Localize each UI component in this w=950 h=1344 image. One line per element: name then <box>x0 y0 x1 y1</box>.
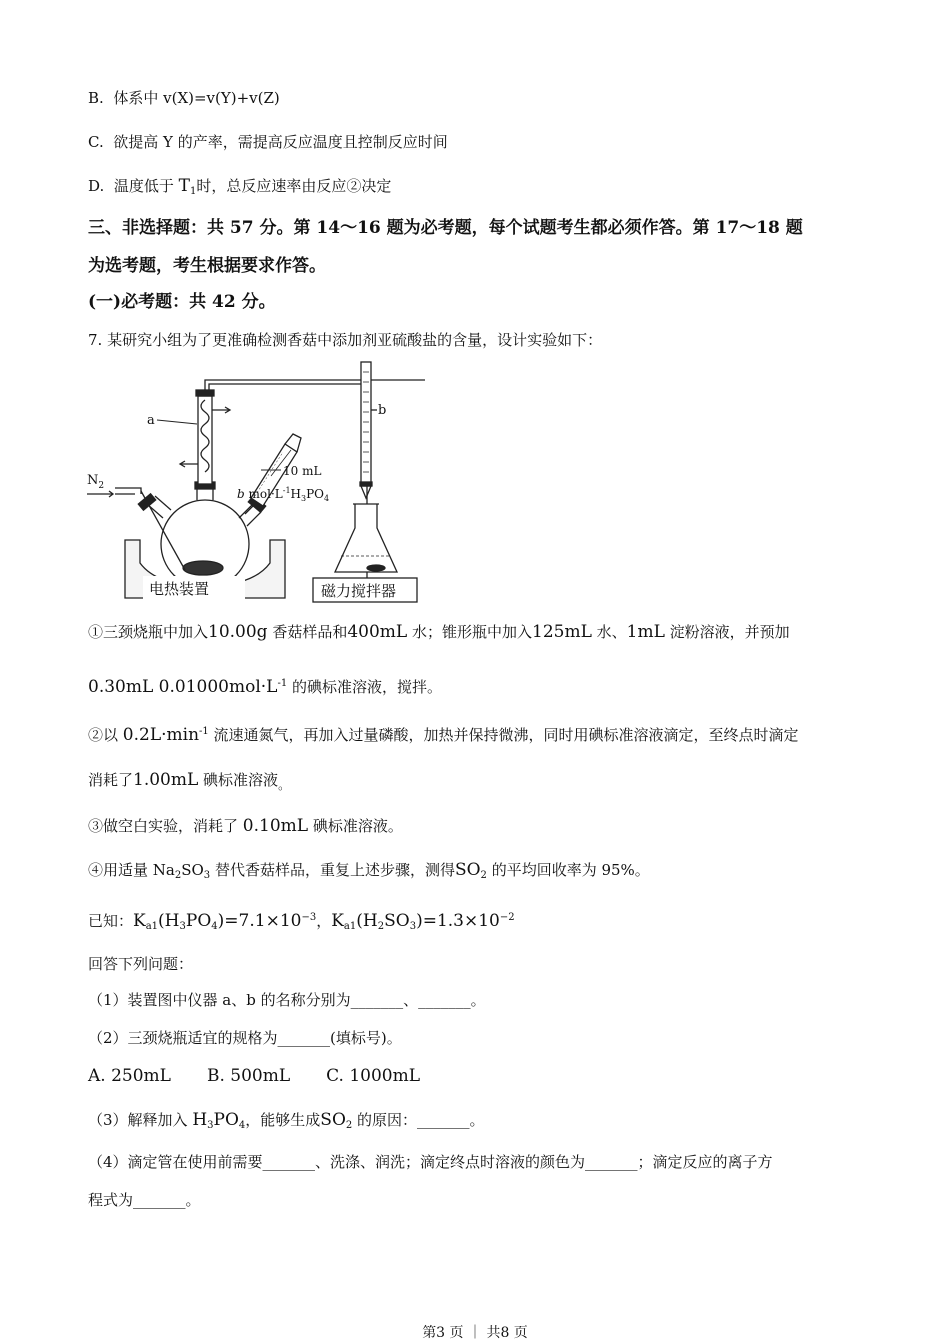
known-k1sub: a1 <box>145 921 159 932</box>
step3-text-b: 碘标准溶液。 <box>308 817 403 835</box>
option-c-text: 欲提高 Y 的产率，需提高反应温度且控制反应时间 <box>113 133 448 151</box>
label-b: b <box>378 403 387 418</box>
step1-text-b: 香菇样品和 <box>267 623 348 641</box>
step2-line1 <box>88 722 799 745</box>
sub-question-3 <box>88 1110 485 1136</box>
step4-s3: 2 <box>480 870 487 881</box>
known-p2e: −2 <box>499 912 515 923</box>
page-footer: 第3 页 ｜ 共8 页 <box>422 1325 528 1341</box>
step2-text-a: ②以 <box>88 726 123 744</box>
step4-so: SO <box>454 860 481 880</box>
step1-iodine-amount: 0.30mL 0.01000mol·L <box>88 677 278 697</box>
option-c <box>88 132 448 152</box>
known-p1s: 3 <box>179 921 186 932</box>
sq3-h: H <box>192 1110 208 1130</box>
known-p2s2: 3 <box>409 921 417 932</box>
sq3-text-c: 的原因：_______。 <box>352 1111 485 1129</box>
label-n2: $N_2$ <box>87 473 105 491</box>
sq2-option-b: B. 500mL <box>206 1066 291 1086</box>
sq3-text-a: （3）解释加入 <box>88 1111 193 1129</box>
sq2-option-c: C. 1000mL <box>326 1066 421 1086</box>
option-b-letter: B. <box>88 89 104 107</box>
label-10ml: 10 mL <box>283 464 322 478</box>
step2-line2-c: 。 <box>278 778 291 792</box>
known-constants <box>88 908 515 937</box>
label-conc: b $mol\cdot L^{-1}H_3PO_4$ <box>237 486 330 503</box>
known-k2: K <box>331 911 344 931</box>
sq3-po: PO <box>213 1110 239 1130</box>
step4 <box>88 860 650 886</box>
step2-flow: 0.2L·min <box>122 725 200 745</box>
sq3-so: SO <box>320 1110 346 1130</box>
step1-water: 400mL <box>347 622 408 642</box>
option-d <box>88 176 391 202</box>
section3-line1: 三、非选择题：共 57 分。第 14～16 题为必考题，每个试题考生都必须作答。第 17～18 题 <box>88 218 803 238</box>
sq2-option-a: A. 250mL <box>88 1066 171 1086</box>
step1-line2-text: 的碘标准溶液，搅拌。 <box>287 678 442 696</box>
option-c-letter: C. <box>88 133 104 151</box>
step1-mass: 10.00g <box>208 622 268 642</box>
step2-text-b: 流速通氮气，再加入过量磷酸，加热并保持微沸，同时用碘标准溶液滴定，至终点时滴定 <box>208 726 799 744</box>
label-stirrer: 磁力搅拌器 <box>321 582 397 600</box>
sub-question-2: （2）三颈烧瓶适宜的规格为_______(填标号)。 <box>88 1029 402 1047</box>
step3-volume: 0.10mL <box>242 816 309 836</box>
sq3-s2: 4 <box>238 1120 246 1131</box>
known-p2s: 2 <box>377 921 385 932</box>
label-heater: 电热装置 <box>149 580 210 598</box>
known-p1: (H <box>158 911 180 931</box>
sq3-s1: 3 <box>207 1120 214 1131</box>
step4-s1: 2 <box>174 870 182 881</box>
known-p1s2: 4 <box>211 921 218 932</box>
step4-text-d: 的平均回收率为 95%。 <box>486 861 650 879</box>
known-p1e: −3 <box>301 912 317 923</box>
known-p2: (H <box>356 911 378 931</box>
step1-text-a: ①三颈烧瓶中加入 <box>88 623 209 641</box>
step1-text-e: 淀粉溶液，并预加 <box>664 623 790 641</box>
step2-volume: 1.00mL <box>133 770 199 790</box>
section3-line2: 为选考题，考生根据要求作答。 <box>88 256 326 276</box>
step1-starch: 1mL <box>626 622 665 642</box>
step4-text-c: 替代香菇样品，重复上述步骤，测得 <box>210 861 455 879</box>
option-d-tsub: 1 <box>189 186 197 197</box>
known-p2b: SO <box>384 911 410 931</box>
section3-sub: (一)必考题：共 42 分。 <box>88 292 276 312</box>
option-d-t: T <box>178 176 190 196</box>
known-k1: K <box>133 911 146 931</box>
answer-prompt: 回答下列问题： <box>88 955 194 973</box>
sub-question-2-options <box>88 1066 456 1086</box>
step1-line1 <box>88 622 790 642</box>
known-p1c: )=7.1×10 <box>217 911 302 931</box>
sub-question-4-line1: （4）滴定管在使用前需要_______、洗涤、润洗；滴定终点时溶液的颜色为_______；滴定反应的离子方 <box>88 1153 773 1171</box>
step2-line2-b: 碘标准溶液 <box>198 771 279 789</box>
step4-text-a: ④用适量 Na <box>88 861 175 879</box>
step4-s2: 3 <box>203 870 211 881</box>
label-a: a <box>147 413 155 428</box>
option-b-text: 体系中 v(X)=v(Y)+v(Z) <box>113 89 280 107</box>
q7-stem: 7. 某研究小组为了更准确检测香菇中添加剂亚硫酸盐的含量，设计实验如下： <box>88 331 603 349</box>
option-d-post: 时，总反应速率由反应②决定 <box>196 177 392 195</box>
known-label: 已知： <box>88 912 134 930</box>
apparatus-diagram <box>85 358 425 606</box>
step2-sup: -1 <box>199 726 209 737</box>
sub-question-4-line2: 程式为_______。 <box>88 1191 201 1209</box>
sub-question-1: （1）装置图中仪器 a、b 的名称分别为_______、_______。 <box>88 991 486 1009</box>
known-p1b: PO <box>185 911 212 931</box>
step3 <box>88 816 403 836</box>
option-d-letter: D. <box>88 177 105 195</box>
option-b <box>88 88 280 108</box>
step1-sup: -1 <box>277 678 288 689</box>
sq3-s3: 2 <box>345 1120 353 1131</box>
option-d-pre: 温度低于 <box>113 177 179 195</box>
sq3-text-b: ，能够生成 <box>245 1111 321 1129</box>
step4-text-b: SO <box>181 861 204 879</box>
step1-text-c: 水；锥形瓶中加入 <box>407 623 532 641</box>
step2-line2-a: 消耗了 <box>88 771 134 789</box>
step3-text-a: ③做空白实验，消耗了 <box>88 817 243 835</box>
step1-water2: 125mL <box>532 622 592 642</box>
step1-text-d: 水、 <box>591 623 627 641</box>
known-sep: ， <box>316 912 332 930</box>
step2-line2 <box>88 770 290 795</box>
known-k2sub: a1 <box>343 921 357 932</box>
step1-line2 <box>88 674 442 697</box>
known-p2c: )=1.3×10 <box>416 911 500 931</box>
